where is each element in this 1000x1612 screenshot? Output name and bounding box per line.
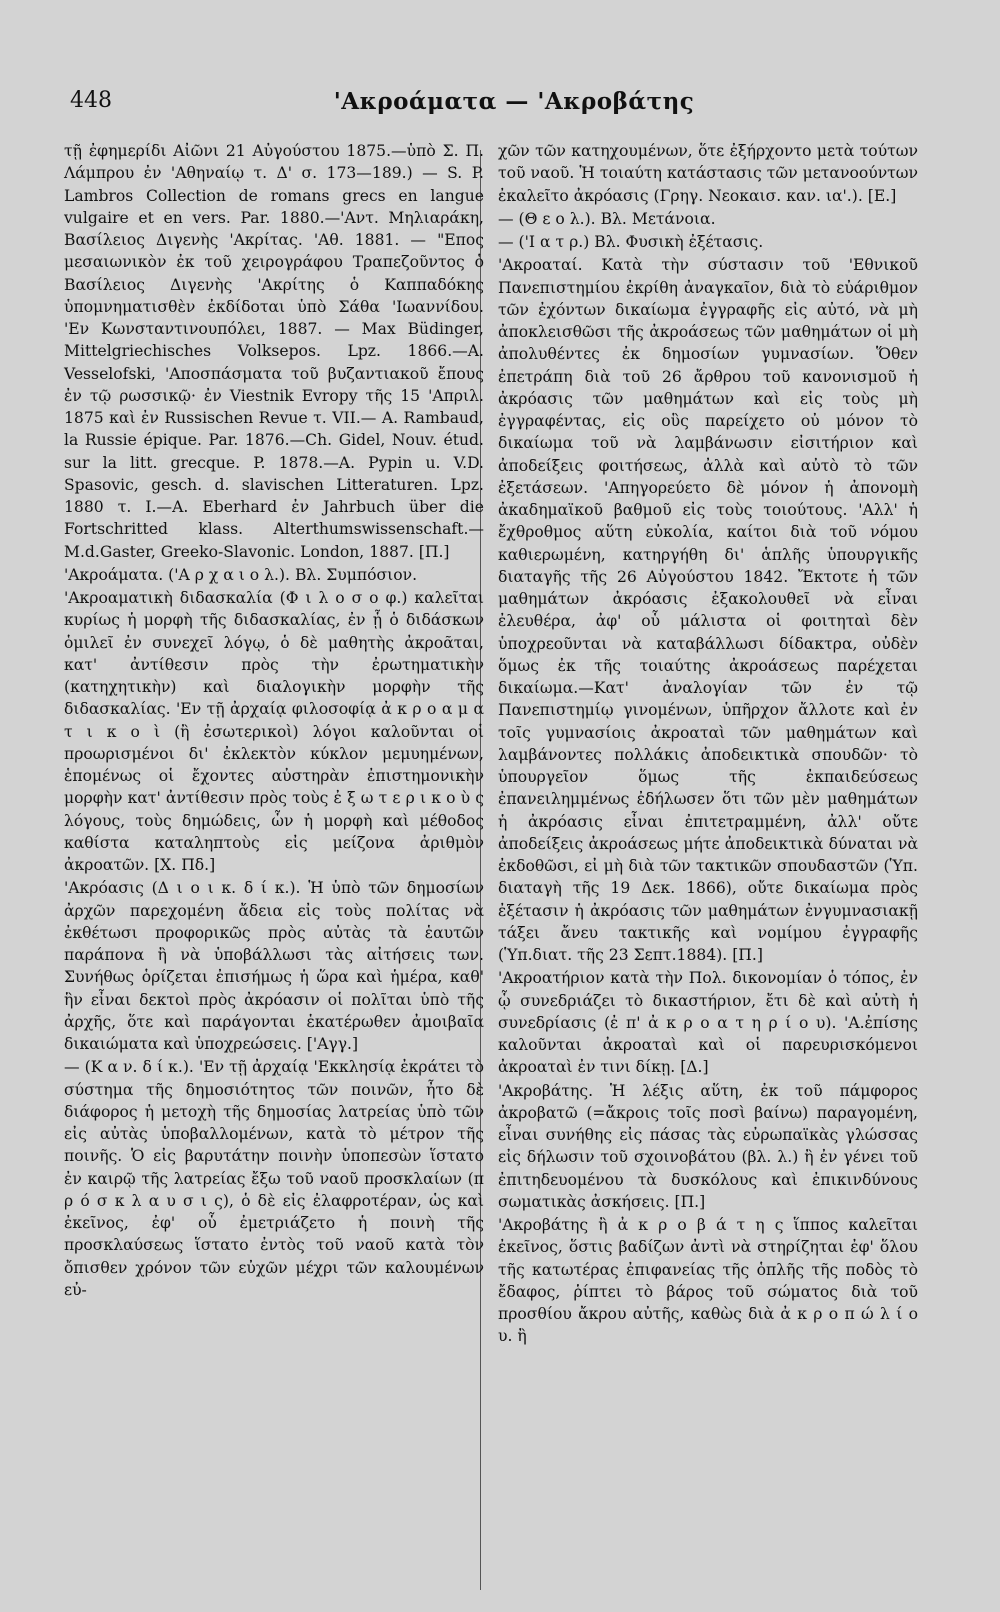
right-column: [498, 140, 918, 1348]
paragraph: — ('Ι α τ ρ.) Βλ. Φυσικὴ ἐξέτασις.: [498, 233, 764, 251]
paragraph: 'Ακροαταί. Κατὰ τὴν σύστασιν τοῦ 'Εθνικοῦ Πανεπιστημίου ἐκρίθη ἀναγκαῖον, διὰ τὸ εὐάριθμον τῶν ἐχόντων δικαίωμα ἐγγραφῆς εἰς αὐτό, νὰ μὴ ἀποκλεισθῶσι τῆς ἀκροάσεως τῶν μαθημάτων οἱ μὴ ἀπολυθέντες ἐκ δημοσίων γυμνασίων. Ὅθεν ἐπετράπη διὰ τοῦ 26 ἄρθρου τοῦ κανονισμοῦ ἡ ἀκρόασις τῶν μαθημάτων καὶ εἰς τοὺς μὴ ἐγγραφέντας, εἰς οὓς παρείχετο οὐ μόνον τὸ δικαίωμα τοῦ νὰ λαμβάνωσιν εἰσιτήριον καὶ ἀποδείξεις φοιτήσεως, ἀλλὰ καὶ αὐτὸ τὸ τῶν ἐξετάσεων. 'Απηγορεύετο δὲ μόνον ἡ ἀπονομὴ ἀκαδημαϊκοῦ βαθμοῦ εἰς τοὺς τοιούτους. 'Αλλ' ἡ ἔχθροθμος αὕτη εὐκολία, καίτοι διὰ τοῦ νόμου καθιερωμένη, κατηργήθη δι' ἁπλῆς ὑπουργικῆς διαταγῆς τῆς 26 Αὐγούστου 1842. Ἔκτοτε ἡ τῶν μαθημάτων ἀκρόασις ἐξακολουθεῖ νὰ εἶναι ἐλευθέρα, ἀφ' οὗ μάλιστα οἱ φοιτηταὶ δὲν ὑποχρεοῦνται νὰ καταβάλλωσι δίδακτρα, οὐδὲν ὅμως ἐκ τῆς τοιαύτης ἀκροάσεως παρέχεται δικαίωμα.—Κατ' ἀναλογίαν τῶν ἐν τῷ Πανεπιστημίῳ γινομένων, ὑπῆρχον ἄλλοτε καὶ ἐν τοῖς γυμνασίοις ἀκροαταὶ τῶν μαθημάτων καὶ λαμβάνοντες πολλάκις ἀποδεικτικὰ σπουδῶν· τὸ ὑπουργεῖον ὅμως τῆς ἐκπαιδεύσεως ἐπανειλημμένως ἐδήλωσεν ὅτι τῶν μὲν μαθημάτων ἡ ἀκρόασις εἶναι ἐπιτετραμμένη, ἀλλ' οὔτε ἀποδείξεις ἀκροάσεως μήτε ἀποδεικτικὰ δύναται νὰ ἐκδοθῶσι, εἰ μὴ διὰ τῶν τακτικῶν σπουδαστῶν (Ὑπ. διαταγὴ τῆς 19 Δεκ. 1866), οὔτε δικαίωμα πρὸς ἐξέτασιν ἡ ἀκρόασις τῶν μαθημάτων ἐνγυμνασιακῇ τάξει ἄνευ τακτικῆς καὶ νομίμου ἐγγραφῆς (Ὑπ.διατ. τῆς 23 Σεπτ.1884). [Π.]: [498, 256, 918, 964]
paragraph: 'Ακροαματικὴ διδασκαλία (Φ ι λ ο σ ο φ.) καλεῖται κυρίως ἡ μορφὴ τῆς διδασκαλίας, ἐν ᾗ ὁ διδάσκων ὁμιλεῖ ἐν συνεχεῖ λόγῳ, ὁ δὲ μαθητὴς ἀκροᾶται, κατ' ἀντίθεσιν πρὸς τὴν ἐρωτηματικὴν (κατηχητικὴν) καὶ διαλογικὴν μορφὴν τῆς διδασκαλίας. 'Εν τῇ ἀρχαίᾳ φιλοσοφίᾳ ἀ κ ρ ο α μ α τ ι κ ο ὶ (ἢ ἐσωτερικοὶ) λόγοι καλοῦνται οἱ προωρισμένοι δι' ἐκλεκτὸν κύκλον μεμυημένων, ἑπομένως οἱ ἔχοντες αὐστηρὰν ἐπιστημονικὴν μορφὴν κατ' ἀντίθεσιν πρὸς τοὺς ἐ ξ ω τ ε ρ ι κ ο ὺ ς λόγους, τοὺς δημώδεις, ὧν ἡ μορφὴ καὶ μέθοδος καθίστα καταληπτοὺς εἰς μείζονα ἀριθμὸν ἀκροατῶν. [Χ. Πδ.]: [64, 589, 484, 874]
paragraph: — (Κ α ν. δ ί κ.). 'Εν τῇ ἀρχαίᾳ 'Εκκλησίᾳ ἐκράτει τὸ σύστημα τῆς δημοσιότητος τῶν ποινῶν, ἦτο δὲ διάφορος ἡ μετοχὴ τῆς δημοσίας λατρείας ὑπὸ τῶν εἰς αὐτὰς ὑποβαλλομένων, κατὰ τὸ μέτρον τῆς ποινῆς. Ὁ εἰς βαρυτάτην ποινὴν ὑποπεσὼν ἵστατο ἐν καιρῷ τῆς λατρείας ἔξω τοῦ ναοῦ προσκλαίων (π ρ ό σ κ λ α υ σ ι ς), ὁ δὲ εἰς ἐλαφροτέραν, ὡς καὶ ἐκεῖνος, ἐφ' οὗ ἐμετριάζετο ἡ ποινὴ τῆς προσκλαύσεως ἵστατο ἐντὸς τοῦ ναοῦ κατὰ τὸν ὄπισθεν χρόνον τῶν εὐχῶν μέχρι τῶν καλουμένων εὐ-: [64, 1058, 484, 1299]
paragraph: — (Θ ε ο λ.). Βλ. Μετάνοια.: [498, 209, 716, 228]
page-header: [64, 88, 964, 124]
page-number: 448: [70, 88, 112, 113]
paragraph: 'Ακροβάτης. Ἡ λέξις αὕτη, ἐκ τοῦ πάμφορος ἀκροβατῶ (=ἄκροις τοῖς ποσὶ βαίνω) παραγομένη, εἶναι συνήθης εἰς πάσας τὰς εὐρωπαϊκὰς γλώσσας εἰς δήλωσιν τοῦ σχοινοβάτου (βλ. λ.) ἢ ἐν γένει τοῦ ἐπιτηδευομένου τὰ δυσκόλους καὶ ἐπικινδύνους σωματικὰς ἀσκήσεις. [Π.]: [498, 1081, 918, 1211]
paragraph: 'Ακροατήριον κατὰ τὴν Πολ. δικονομίαν ὁ τόπος, ἐν ᾧ συνεδριάζει τὸ δικαστήριον, ἔτι δὲ καὶ αὐτὴ ἡ συνεδρίασις (ἐ π' ἀ κ ρ ο α τ η ρ ί ο υ). 'Α.ἐπίσης καλοῦνται ἀκροαταὶ καὶ οἱ παρευρισκόμενοι ἀκροαταὶ ἐν τινι δίκῃ. [Δ.]: [498, 969, 918, 1077]
left-column: [64, 140, 484, 1301]
paragraph: 'Ακρόασις (Δ ι ο ι κ. δ ί κ.). Ἡ ὑπὸ τῶν δημοσίων ἀρχῶν παρεχομένη ἄδεια εἰς τοὺς πολίτας νὰ ἐκθέτωσι προφορικῶς πρὸς αὐτὰς τὰ ἑαυτῶν παράπονα ἢ νὰ ὑποβάλλωσι τὰς αἰτήσεις των. Συνήθως ὁρίζεται ἐπισήμως ἡ ὥρα καὶ ἡμέρα, καθ' ἣν εἶναι δεκτοὶ πρὸς ἀκρόασιν οἱ πολῖται ὑπὸ τῆς ἀρχῆς, ὅτε καὶ παράγονται ἑκατέρωθεν ἀμοιβαῖα δικαιώματα καὶ ὑποχρεώσεις. ['Αγγ.]: [64, 879, 484, 1053]
running-title: 'Ακροάματα — 'Ακροβάτης: [333, 88, 695, 115]
paragraph: τῇ ἐφημερίδι Αἰῶνι 21 Αὐγούστου 1875.—ὑπὸ Σ. Π. Λάμπρου ἐν 'Αθηναίῳ τ. Δ' σ. 173—189.) — S. P. Lambros Collection de romans grecs en langue vulgaire et en vers. Par. 1880.—'Αντ. Μηλιαράκη, Βασίλειος Διγενὴς 'Ακρίτας. 'Αθ. 1881. — "Επος μεσαιωνικὸν ἐκ τοῦ χειρογράφου Τραπεζοῦντος ὁ Βασίλειος Διγενὴς 'Ακρίτης ὁ Καππαδόκης ὑπομνηματισθὲν ἐκδίδοται ὑπὸ Σάθα 'Ιωαννίδου. 'Εν Κωνσταντινουπόλει, 1887. — Max Büdinger, Mittelgriechisches Volksepos. Lpz. 1866.—A. Vesselofski, 'Αποσπάσματα τοῦ βυζαντιακοῦ ἔπους ἐν τῷ ρωσσικῷ· ἐν Viestnik Evropy τῆς 15 'Απριλ. 1875 καὶ ἐν Russischen Revue τ. VII.— A. Rambaud, la Russie épique. Par. 1876.—Ch. Gidel, Nouv. étud. sur la litt. grecque. P. 1878.—A. Pypin u. V.D. Spasovic, gesch. d. slavischen Litteraturen. Lpz. 1880 τ. I.—A. Eberhard ἐν Jahrbuch über die Fortschritted klass. Alterthumswissenschaft.—M.d.Gaster, Greeko-Slavonic. London, 1887. [Π.]: [64, 142, 484, 561]
paragraph: 'Ακροάματα. ('Α ρ χ α ι ο λ.). Βλ. Συμπόσιον.: [64, 565, 418, 584]
paragraph: χῶν τῶν κατηχουμένων, ὅτε ἐξήρχοντο μετὰ τούτων τοῦ ναοῦ. Ἡ τοιαύτη κατάστασις τῶν μετανοούντων ἐκαλεῖτο ἀκρόασις (Γρηγ. Νεοκαισ. καν. ια'.). [Ε.]: [498, 142, 918, 205]
paragraph: 'Ακροβάτης ἢ ἀ κ ρ ο β ά τ η ς ἵππος καλεῖται ἐκεῖνος, ὅστις βαδίζων ἀντὶ νὰ στηρίζηται ἐφ' ὅλου τῆς κατωτέρας ἐπιφανείας τῆς ὁπλῆς τῆς ποδὸς τὸ ἔδαφος, ῥίπτει τὸ βάρος τοῦ σώματος διὰ τοῦ προσθίου ἄκρου αὐτῆς, καθὼς διὰ ἀ κ ρ ο π ώ λ ί ο υ. ἢ: [498, 1216, 918, 1346]
